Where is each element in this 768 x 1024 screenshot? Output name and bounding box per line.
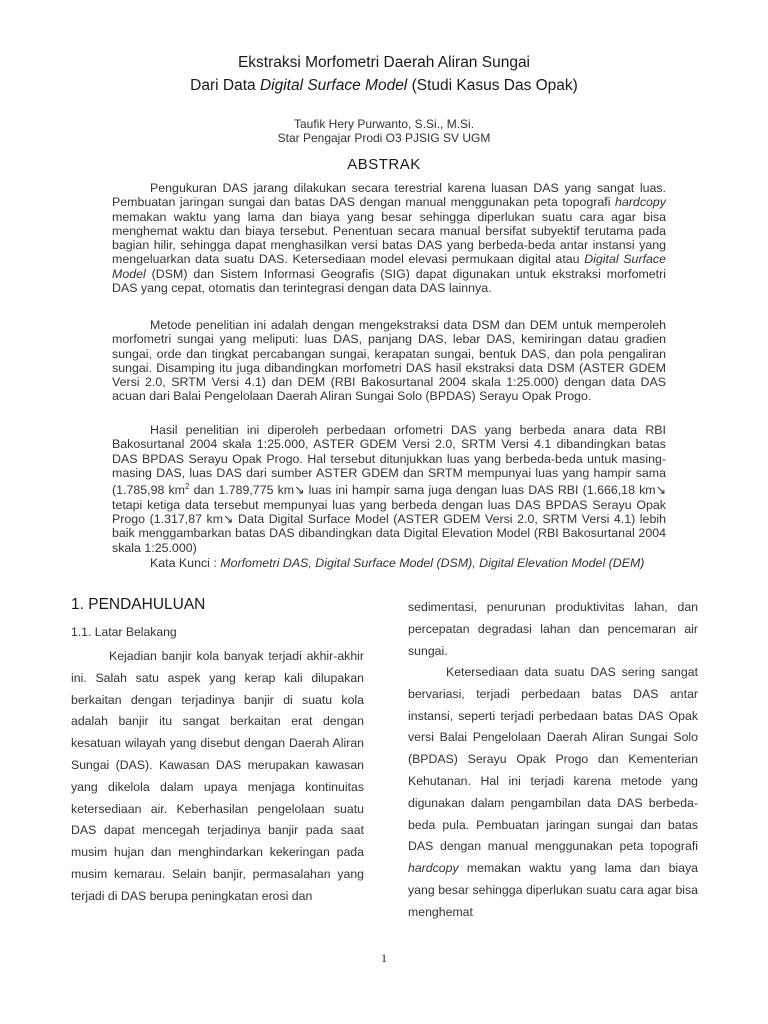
abstract-p2-text: Metode penelitian ini adalah dengan mengekstraksi data DSM dan DEM untuk memperoleh morfometri sungai yang meliputi: luas DAS, panjang DAS, lebar DAS, kemiringan datau gradien sungai, orde dan tingkat percabangan sungai, kerapatan sungai, bentuk DAS, dan pola pengaliran sungai. Disamping itu juga dibandingkan morfometri DAS hasil ekstraksi data DSM (ASTER GDEM Versi 2.0, SRTM Versi 4.1) dan DEM (RBI Bakosurtanal 2004 skala 1:25.000) dengan data DAS acuan dari Balai Pengelolaan Daerah Aliran Sungai Solo (BPDAS) Serayu Opak Progo.	[112, 318, 666, 404]
abstract-p1-text-a: Pengukuran DAS jarang dilakukan secara terestrial karena luasan DAS yang sangat luas. Pembuatan jaringan sungai dan batas DAS dengan manual menggunakan peta topografi	[112, 181, 666, 210]
right-column-paragraph-1: sedimentasi, penurunan produktivitas lahan, dan percepatan degradasi lahan dan pencemaran air sungai.	[408, 600, 698, 658]
abstract-p3-text-a: Hasil penelitian ini diperoleh perbedaan orfometri DAS yang berbeda anara data RBI Bakosurtanal 2004 skala 1:25.000, ASTER GDEM Versi 2.0, SRTM Versi 4.1 dibandingkan batas DAS BPDAS Serayu Opak Progo. Hal tersebut ditunjukkan luas yang berbeda-beda untuk masing-masing DAS, luas DAS dari sumber ASTER GDEM dan SRTM mempunyai luas yang hampir sama (1.785,98 km	[112, 423, 666, 498]
abstract-paragraph-1	[112, 181, 666, 295]
page-number: 1	[381, 951, 387, 965]
right-column-paragraph-2	[408, 662, 698, 924]
title-line2-prefix: Dari Data	[190, 77, 260, 94]
right-column-p2-text-a: Ketersediaan data suatu DAS sering sangat bervariasi, terjadi perbedaan batas DAS antar instansi, seperti terjadi perbedaan batas DAS Opak versi Balai Pengelolaan Daerah Aliran Sungai Solo (BPDAS) Serayu Opak Progo dan Kementerian Kehutanan. Hal ini terjadi karena metode yang digunakan dalam pengambilan data DAS berbeda-beda pula. Pembuatan jaringan sungai dan batas DAS dengan manual menggunakan peta topografi	[408, 665, 698, 854]
author-name: Taufik Hery Purwanto, S.Si., M.Si.	[293, 117, 475, 131]
abstract-p1-italic-1: hardcopy	[615, 195, 666, 210]
abstract-p1-text-b: memakan waktu yang lama dan biaya yang besar sehingga diperlukan suatu cara agar bisa menghemat waktu dan biaya tersebut. Penentuan secara manual bersifat subyektif terutama pada bagian hilir, sehingga dapat menghasilkan versi batas DAS yang berbeda-beda antar instansi yang mengeluarkan data suatu DAS. Ketersediaan model elevasi permukaan digital atau	[112, 209, 666, 267]
abstract-p1-italic-2: Digital Surface Model	[112, 252, 666, 281]
section-title: 1. PENDAHULUAN	[71, 596, 206, 613]
left-column-text: Kejadian banjir kola banyak terjadi akhir-akhir ini. Salah satu aspek yang kerap kali dilupakan berkaitan dengan terjadinya banjir di suatu kola adalah banjir itu sangat berkaitan erat dengan kesatuan wilayah yang disebut dengan Daerah Aliran Sungai (DAS). Kawasan DAS merupakan kawasan yang dikelola dalam upaya menjaga kontinuitas ketersediaan air. Keberhasilan pengelolaan suatu DAS dapat mencegah terjadinya banjir pada saat musim hujan dan menghindarkan kekeringan pada musim kemarau. Selain banjir, permasalahan yang terjadi di DAS berupa peningkatan erosi dan	[71, 649, 364, 903]
abstract-heading: ABSTRAK	[347, 156, 421, 173]
abstract-p3-superscript: 2	[185, 482, 190, 492]
paper-title-line1: Ekstraksi Morfometri Daerah Aliran Sungai	[237, 54, 531, 71]
abstract-paragraph-2	[112, 318, 666, 404]
author-affiliation: Star Pengajar Prodi O3 PJSIG SV UGM	[277, 131, 491, 145]
abstract-paragraph-3	[112, 423, 666, 555]
paper-title-line2	[0, 77, 768, 95]
left-column-paragraph	[71, 646, 364, 908]
title-line2-italic: Digital Surface Model	[259, 77, 408, 94]
keywords	[150, 556, 644, 570]
abstract-p1-text-c: (DSM) dan Sistem Informasi Geografis (SIG) dapat digunakan untuk ekstraksi morfometri DAS yang cepat, otomatis dan terintegrasi dengan data DAS lainnya.	[112, 266, 666, 296]
title-line2-suffix: (Studi Kasus Das Opak)	[407, 77, 578, 94]
subsection-title: 1.1. Latar Belakang	[71, 625, 177, 639]
keywords-label: Kata Kunci :	[150, 556, 221, 570]
right-column-p2-italic: hardcopy	[408, 861, 459, 876]
abstract-p3-text-b: dan 1.789,775 km↘ luas ini hampir sama juga dengan luas DAS RBI (1.666,18 km↘ tetapi ketiga data tersebut mempunyai luas yang berbeda dengan luas DAS BPDAS Serayu Opak Progo (1.317,87 km↘ Data Digital Surface Model (ASTER GDEM Versi 2.0, SRTM Versi 4.1) lebih baik menggambarkan batas DAS dibandingkan data Digital Elevation Model (RBI Bakosurtanal 2004 skala 1:25.000)	[112, 483, 666, 555]
keywords-terms: Morfometri DAS, Digital Surface Model (DSM), Digital Elevation Model (DEM)	[220, 556, 645, 570]
right-column-p2-text-b: memakan waktu yang lama dan biaya yang besar sehingga diperlukan suatu cara agar bisa menghemat	[408, 861, 698, 919]
